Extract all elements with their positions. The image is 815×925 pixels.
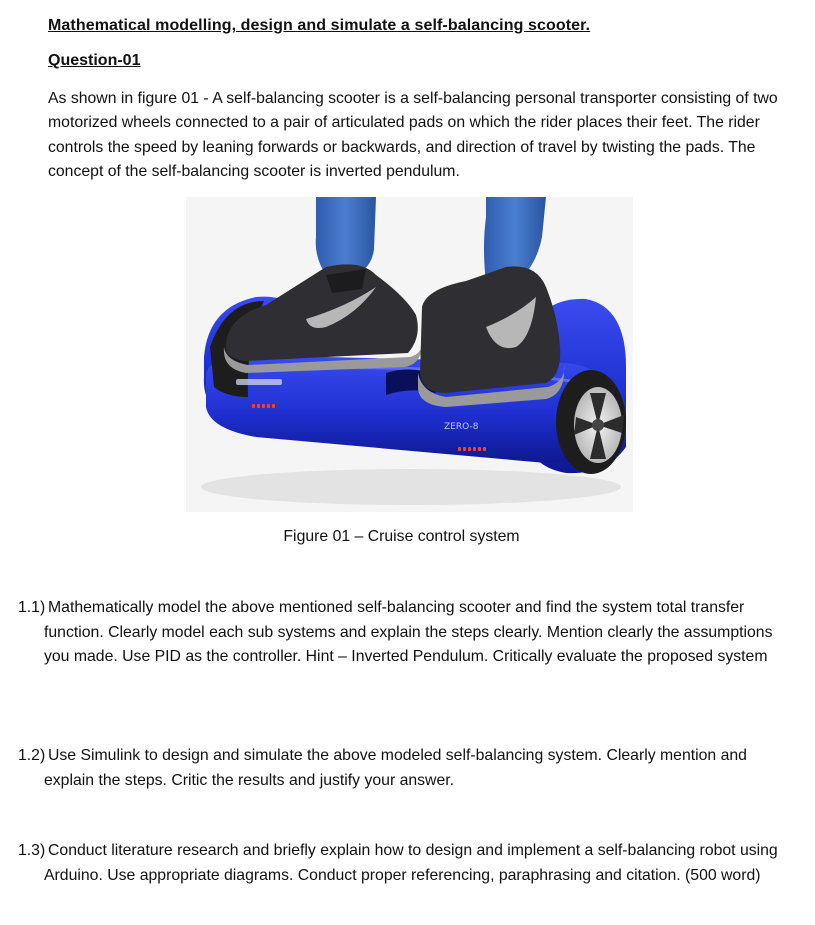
question-item-1-3 (18, 839, 778, 888)
question-number: 1.3) (18, 842, 46, 859)
question-number: 1.1) (18, 599, 46, 616)
right-tire (556, 370, 626, 474)
figure-hoverboard-image (186, 197, 633, 512)
question-text: Conduct literature research and briefly explain how to design and implement a self-balancing robot using Arduino. Use appropriate diagrams. Conduct proper referencing, paraphrasing and citation. (500 word) (44, 842, 778, 884)
question-item-1-1 (18, 596, 778, 670)
question-item-1-2 (18, 744, 778, 793)
hoverboard-illustration (186, 197, 633, 512)
question-text: Mathematically model the above mentioned self-balancing scooter and find the system total transfer function. Clearly model each sub systems and explain the steps clearly. Mention clearly the assumptions you made. Use PID as the controller. Hint – Inverted Pendulum. Critically evaluate the proposed system (44, 599, 773, 666)
question-number: 1.2) (18, 747, 46, 764)
brand-label: ZERO-8 (444, 422, 479, 432)
intro-paragraph: As shown in figure 01 - A self-balancing scooter is a self-balancing personal transporter consisting of two motorized wheels connected to a pair of articulated pads on which the rider places their feet. The rider controls the speed by leaning forwards or backwards, and direction of travel by twisting the pads. The concept of the self-balancing scooter is inverted pendulum. (48, 90, 778, 180)
floor-shadow (201, 469, 621, 505)
figure-caption: Figure 01 – Cruise control system (283, 528, 520, 545)
document-title: Mathematical modelling, design and simulate a self-balancing scooter. (48, 17, 591, 34)
side-sticker (236, 379, 282, 385)
question-text: Use Simulink to design and simulate the above modeled self-balancing system. Clearly mention and explain the steps. Critic the results and justify your answer. (44, 747, 747, 789)
question-heading: Question-01 (48, 52, 141, 69)
